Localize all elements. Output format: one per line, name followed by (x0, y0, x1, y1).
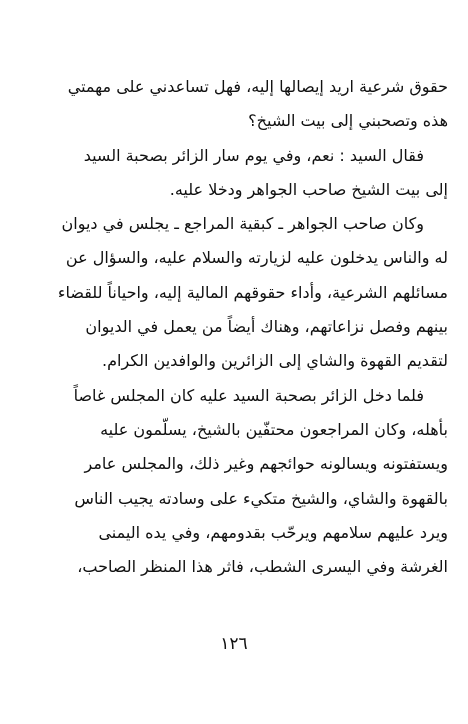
text-line-13: بالقهوة والشاي، والشيخ متكيء على وسادته يجيب الناس (74, 488, 448, 508)
text-line-9: لتقديم القهوة والشاي إلى الزائرين والوافدين الكرام. (102, 351, 448, 371)
text-line-1: حقوق شرعية اريد إيصالها إليه، فهل تساعدني على مهمتي (67, 77, 448, 96)
text-line-12: ويستفتونه ويسالونه حوائجهم وغير ذلك، والمجلس عامر (84, 454, 448, 474)
text-line-7: مسائلهم الشرعية، وأداء حقوقهم المالية إليه، واحياناً للقضاء (57, 282, 448, 302)
text-line-6: له والناس يدخلون عليه لزيارته والسلام عليه، والسؤال عن (65, 248, 448, 268)
text-line-8: بينهم وفصل نزاعاتهم، وهناك أيضاً من يعمل في الديوان (85, 317, 448, 337)
text-line-15: الغرشة وفي اليسرى الشطب، فاثر هذا المنظر الصاحب، (77, 557, 448, 577)
text-line-2: هذه وتصحبني إلى بيت الشيخ؟ (248, 111, 448, 131)
text-line-4: إلى بيت الشيخ صاحب الجواهر ودخلا عليه. (169, 179, 448, 199)
page-number: ١٢٦ (220, 634, 248, 654)
page-body-text (40, 70, 448, 584)
text-line-3: فقال السيد : نعم، وفي يوم سار الزائر بصحبة السيد (83, 145, 424, 165)
text-line-5: وكان صاحب الجواهر ـ كبقية المراجع ـ يجلس في ديوان (61, 214, 424, 234)
text-line-10: فلما دخل الزائر بصحبة السيد عليه كان المجلس غاصاً (73, 385, 424, 405)
text-line-14: ويرد عليهم سلامهم ويرحّب بقدومهم، وفي يده اليمنى (98, 522, 448, 542)
text-line-11: بأهله، وكان المراجعون محتفّين بالشيخ، يسلّمون عليه (100, 419, 448, 439)
